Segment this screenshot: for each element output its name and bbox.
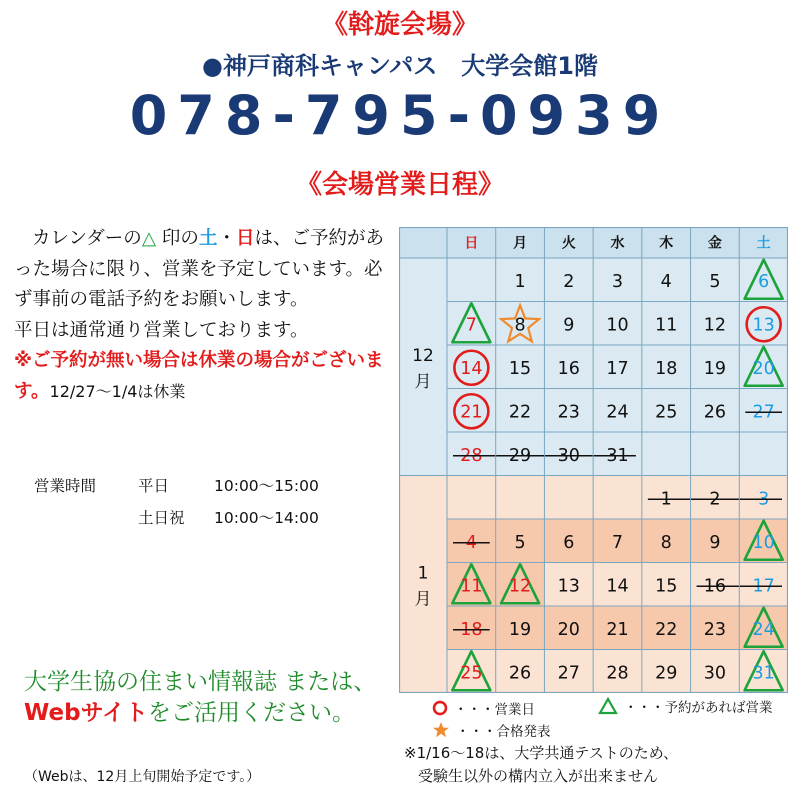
website-link[interactable]: Webサイト (24, 700, 149, 726)
hours-weekday: 平日 (138, 477, 170, 495)
date-label: 27 (752, 402, 775, 423)
legend-reservation (598, 696, 773, 716)
phone-number[interactable]: 078-795-0939 (129, 84, 671, 147)
sunday-char: 日 (235, 228, 255, 249)
venue-heading: 《斡旋会場》 (321, 10, 478, 40)
date-label: 19 (508, 619, 532, 640)
legend-results-label: ・・・合格発表 (456, 724, 551, 740)
date-label: 21 (460, 402, 483, 423)
star-icon (432, 721, 450, 739)
weekday-label: 火 (561, 235, 576, 252)
circle-icon (432, 700, 448, 716)
date-label: 22 (508, 402, 532, 423)
date-label: 1 (660, 489, 672, 510)
notice-paragraph-2: 平日は通常通り営業しております。 (14, 319, 309, 341)
date-label: 14 (606, 576, 629, 597)
date-label: 17 (752, 576, 775, 597)
date-label: 24 (606, 402, 629, 423)
date-label: 12 (508, 576, 532, 597)
date-label: 1 (514, 271, 526, 292)
schedule-heading: 《会場営業日程》 (295, 170, 504, 200)
date-label: 30 (557, 445, 580, 466)
notice-text: ・ (217, 228, 236, 249)
date-label: 5 (514, 532, 526, 553)
hours-holiday: 土日祝 (138, 509, 185, 527)
weekday-label: 土 (756, 235, 771, 252)
saturday-char: 土 (198, 228, 218, 249)
calendar (399, 227, 788, 693)
date-label: 4 (465, 532, 477, 553)
date-label: 28 (460, 445, 483, 466)
hours-row-holiday (34, 502, 319, 534)
date-label: 7 (611, 532, 624, 553)
date-label: 7 (465, 315, 477, 336)
date-label: 8 (660, 532, 672, 553)
date-label: 26 (703, 402, 727, 423)
date-label: 13 (752, 315, 775, 336)
date-label: 10 (752, 532, 775, 553)
date-label: 8 (514, 315, 526, 336)
date-label: 16 (703, 576, 727, 597)
reservation-notice (14, 224, 384, 407)
date-label: 18 (655, 358, 678, 379)
hours-weekday-time: 10:00〜15:00 (214, 477, 319, 495)
date-label: 24 (752, 619, 775, 640)
triangle-icon: △ (141, 228, 157, 249)
date-label: 21 (606, 619, 629, 640)
month-label: 1 月 (414, 563, 432, 610)
notice-text: は、ご予約があった場合に限り、営業を予定しています。必ず事前の電話予約をお願いします。 (14, 228, 384, 310)
date-label: 2 (563, 271, 575, 292)
weekday-label: 日 (464, 235, 479, 252)
business-hours (34, 470, 319, 534)
date-label: 29 (508, 445, 532, 466)
web-note-text: 大学生協の住まい情報誌 または、 (24, 669, 377, 695)
hours-spacer (34, 502, 138, 534)
date-label: 15 (655, 576, 678, 597)
footnote-line-2: 受験生以外の構内立入が出来ません (418, 767, 659, 785)
date-label: 18 (460, 619, 483, 640)
date-label: 3 (758, 489, 770, 510)
month-label: 12 月 (412, 345, 434, 392)
date-label: 29 (655, 663, 678, 684)
exam-footnote (404, 742, 794, 788)
notice-text: 印の (156, 228, 199, 249)
notice-paragraph-1 (14, 224, 384, 316)
legend-open-label: ・・・営業日 (454, 702, 535, 718)
date-label: 31 (606, 445, 629, 466)
date-label: 13 (557, 576, 580, 597)
legend-open (432, 698, 535, 718)
triangle-icon (598, 697, 618, 715)
date-label: 23 (557, 402, 580, 423)
footnote-line-1: ※1/16〜18は、大学共通テストのため、 (404, 744, 679, 762)
date-label: 16 (557, 358, 580, 379)
notice-paragraph-3 (14, 346, 384, 407)
date-label: 3 (611, 271, 624, 292)
date-label: 20 (557, 619, 580, 640)
date-label: 10 (606, 315, 629, 336)
date-label: 11 (460, 576, 483, 597)
weekday-label: 月 (513, 235, 528, 252)
web-note-text: をご活用ください。 (148, 700, 356, 726)
date-label: 31 (752, 663, 775, 684)
date-label: 9 (563, 315, 575, 336)
date-label: 25 (460, 663, 483, 684)
date-label: 5 (709, 271, 721, 292)
hours-label: 営業時間 (34, 477, 97, 495)
legend-reservation-label: ・・・予約があれば営業 (624, 700, 773, 716)
hours-holiday-time: 10:00〜14:00 (214, 509, 319, 527)
date-label: 6 (758, 271, 770, 292)
legend (420, 694, 790, 740)
date-label: 2 (709, 489, 721, 510)
warning-text: ※ご予約が無い場合は休業の場合がございます。 (14, 350, 384, 402)
closed-period-text: 12/27〜1/4は休業 (49, 381, 186, 401)
date-label: 14 (460, 358, 483, 379)
date-label: 17 (606, 358, 629, 379)
weekday-label: 水 (610, 235, 625, 252)
date-label: 22 (655, 619, 678, 640)
legend-results (432, 720, 551, 740)
date-label: 30 (703, 663, 727, 684)
web-note (24, 667, 394, 729)
notice-text: カレンダーの (32, 228, 142, 249)
weekday-label: 金 (707, 235, 722, 252)
date-label: 25 (655, 402, 678, 423)
date-label: 6 (563, 532, 575, 553)
weekday-label: 木 (659, 235, 674, 252)
date-label: 15 (508, 358, 532, 379)
date-label: 27 (557, 663, 580, 684)
date-label: 4 (660, 271, 672, 292)
campus-location: ●神戸商科キャンパス 大学会館1階 (202, 52, 598, 80)
date-label: 12 (703, 315, 727, 336)
calendar-grid (399, 227, 788, 693)
date-label: 20 (752, 358, 775, 379)
hours-row-weekday (34, 470, 319, 502)
date-label: 11 (655, 315, 678, 336)
date-label: 19 (703, 358, 727, 379)
date-label: 28 (606, 663, 629, 684)
date-label: 23 (703, 619, 727, 640)
web-start-note: （Webは、12月上旬開始予定です。） (24, 769, 261, 785)
date-label: 26 (508, 663, 532, 684)
date-label: 9 (709, 532, 721, 553)
